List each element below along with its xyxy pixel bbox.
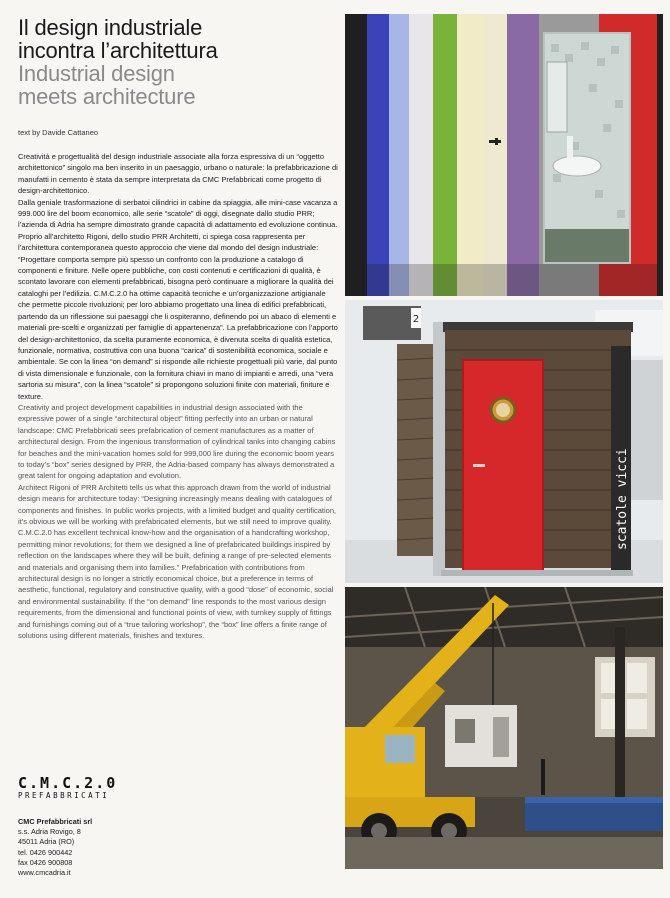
contact-address-2: 45011 Adria (RO)	[18, 837, 75, 847]
article-body	[18, 151, 338, 641]
title-english-line1: Industrial design	[18, 61, 175, 86]
title-english	[18, 62, 338, 108]
contact-website: www.cmcadria.it	[18, 868, 71, 878]
sign-number: 2	[412, 314, 420, 325]
contact-block	[18, 817, 92, 878]
title-italian	[18, 16, 338, 62]
paragraph-italian-3: Proprio all’architetto Rigoni, dello studio PRR Architetti, ci spiega cosa rappresenta per l’architettura contemporanea questo approccio che viene dal mondo del design industriale: “Progettare comporta sempre più spesso un confronto con la produzione a catalogo di componenti e finiture. Nelle opere pubbliche, con costi contenuti e certificazioni di qualità, è scontato lavorare con elementi prefabbricati, bisogna però continuare a migliorare la qualità dei cataloghi per l’edilizia. C.M.C.2.0 ha ottime capacità tecniche e un’organizzazione artigianale che permette piccole rivoluzioni; per loro abbiamo progettato una linea di edifici prefabbricati, partendo da un riflessione sui paesaggi che li ospiteranno, definendo poi un abaco di elementi e materiali pre-scelti e organizzati per famiglie di appartenenza”. La prefabbricazione con l’apporto del design-architettonico, da scelta puramente economica, è divenuta scelta di qualità estetica, funzionale, normativa, costruttiva con una buona “carica” di sostenibilità economica, sociale e ambientale. Se con la linea “on demand” si risponde alle richieste progettuali più varie, dal punto di vista dimensionale e funzionale, con la fornitura chiavi in mano di impianti e arredi, una “vera sartoria su misura”, con la linea “scatole” si propongono soluzioni finite con materiali, finiture e texture.	[18, 231, 338, 401]
logo-wordmark: C.M.C.2.0	[18, 774, 118, 792]
contact-tel: tel. 0426 900442	[18, 847, 73, 857]
paragraph-italian-2: Dalla geniale trasformazione di serbatoi cilindrici in cabine da spiaggia, alle mini-case vacanza a 999.000 lire del boom economico, alle serie “scatole” di oggi, disegnate dallo studio PRR; l’azienda di Adria ha sempre dimostrato grande capacità di adattamento ed evoluzione continua.	[18, 197, 338, 230]
logo-subtitle: PREFABBRICATI	[18, 791, 110, 800]
photo-colored-cabin-image	[345, 14, 663, 296]
paragraph-english-2: Architect Rigoni of PRR Architetti tells us what this approach drawn from the world of industrial design means for architecture today: “Designing increasingly means dealing with catalogues of components and finishes. In public works projects, with a limited budget and quality certification, it’s obvious we will be working with prefabricated elements, but we still need to improve quality. C.M.C.2.0 has excellent technical know-how and the organisation of a handcrafting workshop, permitting minor revolutions; for them we designed a line of prefabricated buildings inspired by reflection on the landscapes where they will be built, defining a range of pre-selected elements and materials and organising them into families.” Prefabrication with contributions from architectural design is no longer a strictly economical choice, but a preference in terms of aesthetic, functional, regulatory and constructive quality, with a good “dose” of economic, social and environmental sustainability. If the “on demand” line responds to the most various design requirements, from the dimensional and functional points of view, with turnkey supply of fittings and furnishings coming out of a “true tailoring workshop”, the “box” line offers a finite range of solutions using different materials, finishes and textures.	[18, 482, 337, 641]
photo-scatole-box	[345, 300, 663, 583]
photo-scatole-box-image	[345, 300, 663, 583]
photo-crane-warehouse-image	[345, 587, 663, 869]
title-english-line2: meets architecture	[18, 84, 196, 109]
byline: text by Davide Cattaneo	[18, 128, 99, 137]
box-label: scatole vicci	[615, 448, 630, 550]
company-logo	[18, 776, 117, 801]
paragraph-english-1: Creativity and project development capabilities in industrial design associated with the expressive power of a single “architectural object” fitting perfectly into an urban or natural landscape: CMC Prefabbricati sees prefabrication of cement manufactures as a matter of architectural design. From the ingenious transformation of cylindrical tanks into changing cabins for beaches and the mini-vacation homes sold for 999,000 lire during the economic boom years to today’s “box” series designed by PRR, the Adria-based company has always demonstrated a great talent for ongoing adaptation and evolution.	[18, 402, 336, 481]
paragraph-italian-1: Creatività e progettualità del design industriale associate alla forza espressiva di un “oggetto architettonico” singolo ma ben inserito in un paesaggio, urbano o naturale: la prefabbricazione di manufatti in cemento è stata da sempre interpretata da CMC Prefabbricati come progetto di design-architettonico.	[18, 152, 338, 196]
photo-crane-warehouse	[345, 587, 663, 869]
photo-colored-cabin	[345, 14, 663, 296]
contact-fax: fax 0426 900808	[18, 857, 73, 867]
article-column	[18, 16, 338, 641]
contact-company: CMC Prefabbricati srl	[18, 817, 93, 826]
title-italian-line2: incontra l’architettura	[18, 38, 218, 63]
contact-address-1: s.s. Adria Rovigo, 8	[18, 827, 81, 837]
title-italian-line1: Il design industriale	[18, 15, 203, 40]
